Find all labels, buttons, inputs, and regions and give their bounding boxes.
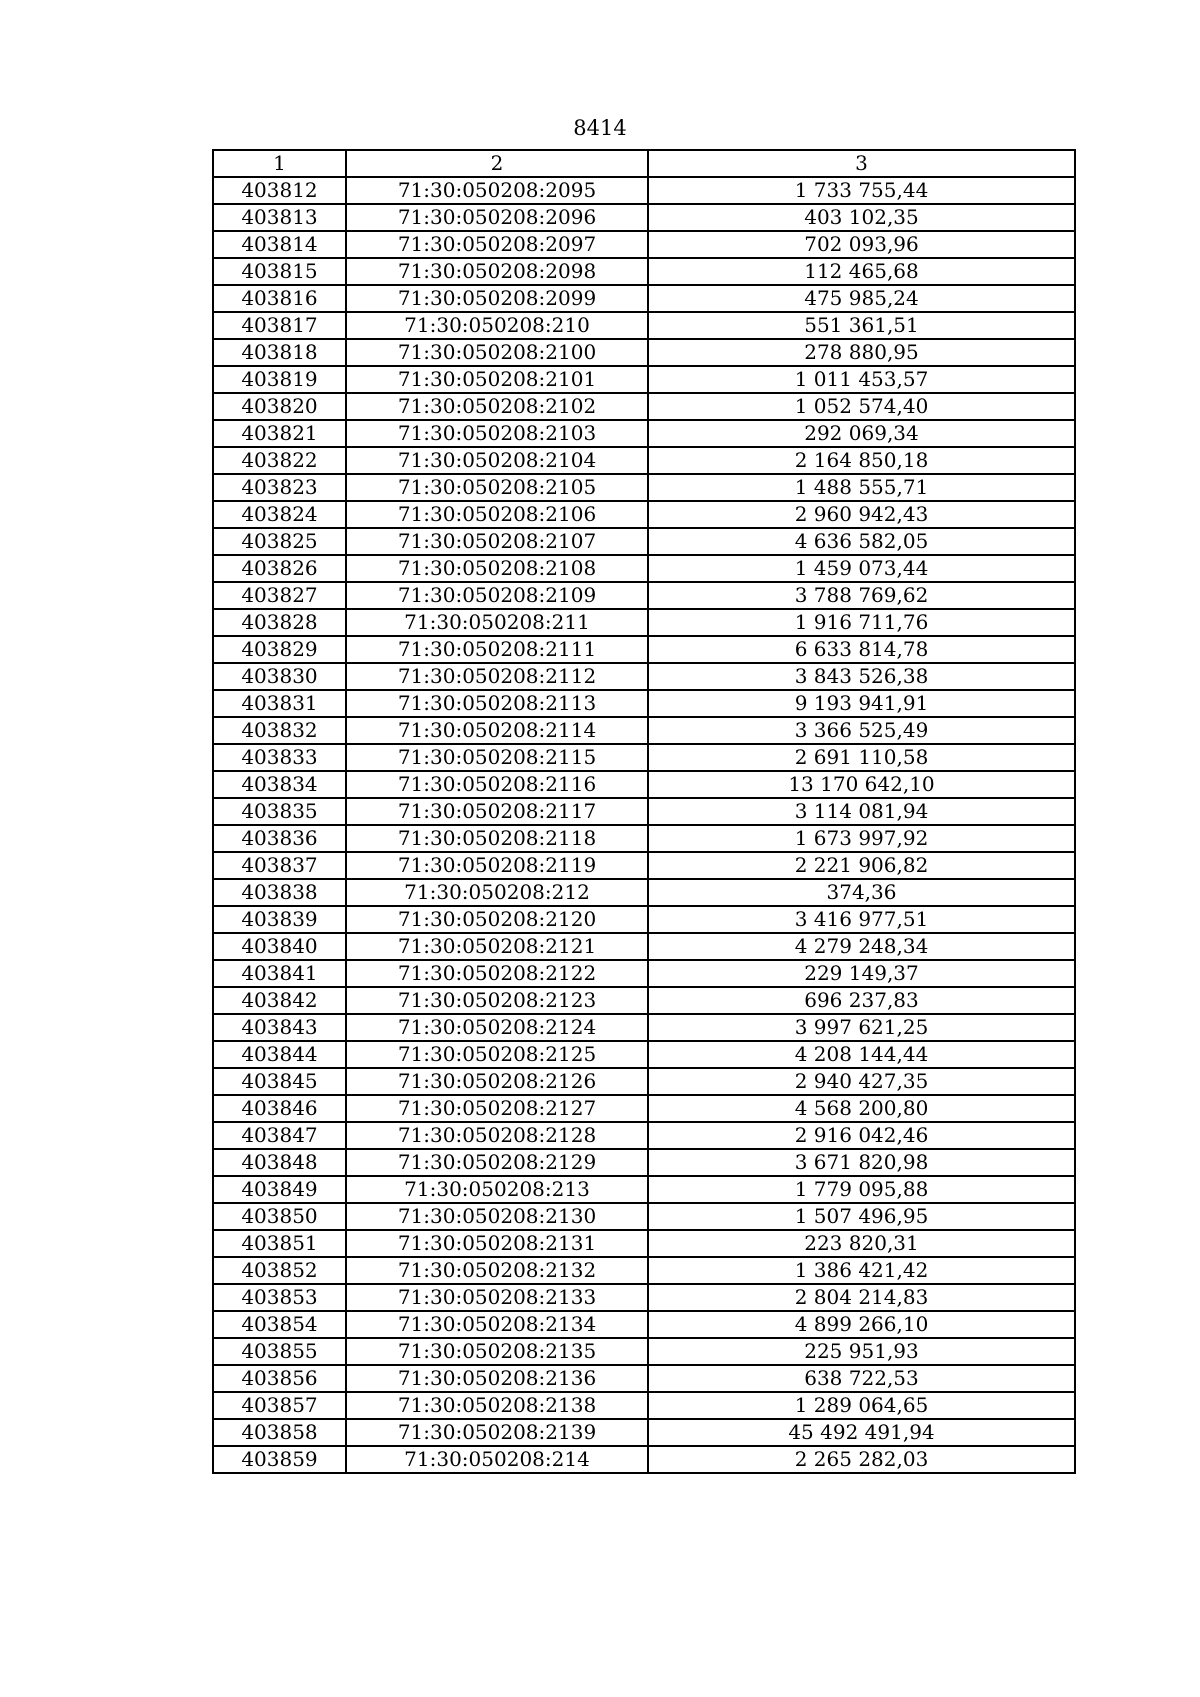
- cadastral-number-cell: 71:30:050208:2098: [346, 258, 648, 285]
- value-cell: 3 366 525,49: [648, 717, 1075, 744]
- row-number-cell: 403858: [213, 1419, 346, 1446]
- value-cell: 2 691 110,58: [648, 744, 1075, 771]
- cadastral-number-cell: 71:30:050208:2120: [346, 906, 648, 933]
- table-row: [213, 474, 1075, 501]
- value-cell: 696 237,83: [648, 987, 1075, 1014]
- cadastral-number-cell: 71:30:050208:2134: [346, 1311, 648, 1338]
- row-number-cell: 403832: [213, 717, 346, 744]
- row-number-cell: 403844: [213, 1041, 346, 1068]
- value-cell: 3 416 977,51: [648, 906, 1075, 933]
- value-cell: 2 960 942,43: [648, 501, 1075, 528]
- row-number-cell: 403859: [213, 1446, 346, 1473]
- value-cell: 4 636 582,05: [648, 528, 1075, 555]
- value-cell: 112 465,68: [648, 258, 1075, 285]
- row-number-cell: 403845: [213, 1068, 346, 1095]
- table-row: [213, 879, 1075, 906]
- table-row: [213, 1041, 1075, 1068]
- value-cell: 1 052 574,40: [648, 393, 1075, 420]
- value-cell: 4 568 200,80: [648, 1095, 1075, 1122]
- row-number-cell: 403849: [213, 1176, 346, 1203]
- value-cell: 6 633 814,78: [648, 636, 1075, 663]
- value-cell: 403 102,35: [648, 204, 1075, 231]
- table-row: [213, 1446, 1075, 1473]
- header-cell-col3: 3: [648, 150, 1075, 177]
- table-row: [213, 1230, 1075, 1257]
- table-row: [213, 258, 1075, 285]
- cadastral-number-cell: 71:30:050208:2139: [346, 1419, 648, 1446]
- value-cell: 2 221 906,82: [648, 852, 1075, 879]
- cadastral-number-cell: 71:30:050208:214: [346, 1446, 648, 1473]
- value-cell: 45 492 491,94: [648, 1419, 1075, 1446]
- value-cell: 1 733 755,44: [648, 177, 1075, 204]
- table-row: [213, 285, 1075, 312]
- row-number-cell: 403826: [213, 555, 346, 582]
- cadastral-number-cell: 71:30:050208:2118: [346, 825, 648, 852]
- table-row: [213, 1311, 1075, 1338]
- cadastral-number-cell: 71:30:050208:2117: [346, 798, 648, 825]
- value-cell: 223 820,31: [648, 1230, 1075, 1257]
- cadastral-number-cell: 71:30:050208:2135: [346, 1338, 648, 1365]
- cadastral-number-cell: 71:30:050208:211: [346, 609, 648, 636]
- cadastral-number-cell: 71:30:050208:2106: [346, 501, 648, 528]
- cadastral-number-cell: 71:30:050208:2111: [346, 636, 648, 663]
- cadastral-number-cell: 71:30:050208:2097: [346, 231, 648, 258]
- row-number-cell: 403827: [213, 582, 346, 609]
- cadastral-number-cell: 71:30:050208:2105: [346, 474, 648, 501]
- table-row: [213, 852, 1075, 879]
- cadastral-number-cell: 71:30:050208:2107: [346, 528, 648, 555]
- value-cell: 2 940 427,35: [648, 1068, 1075, 1095]
- value-cell: 2 804 214,83: [648, 1284, 1075, 1311]
- table-row: [213, 312, 1075, 339]
- value-cell: 3 997 621,25: [648, 1014, 1075, 1041]
- header-row: [213, 150, 1075, 177]
- row-number-cell: 403853: [213, 1284, 346, 1311]
- value-cell: 551 361,51: [648, 312, 1075, 339]
- row-number-cell: 403817: [213, 312, 346, 339]
- row-number-cell: 403851: [213, 1230, 346, 1257]
- cadastral-number-cell: 71:30:050208:2116: [346, 771, 648, 798]
- table-row: [213, 771, 1075, 798]
- row-number-cell: 403812: [213, 177, 346, 204]
- row-number-cell: 403834: [213, 771, 346, 798]
- row-number-cell: 403837: [213, 852, 346, 879]
- header-cell-col1: 1: [213, 150, 346, 177]
- value-cell: 1 507 496,95: [648, 1203, 1075, 1230]
- table-row: [213, 960, 1075, 987]
- cadastral-number-cell: 71:30:050208:2122: [346, 960, 648, 987]
- table-row: [213, 663, 1075, 690]
- table-row: [213, 1338, 1075, 1365]
- table-row: [213, 933, 1075, 960]
- table-header: [213, 150, 1075, 177]
- table-row: [213, 1014, 1075, 1041]
- value-cell: 9 193 941,91: [648, 690, 1075, 717]
- row-number-cell: 403836: [213, 825, 346, 852]
- cadastral-number-cell: 71:30:050208:2102: [346, 393, 648, 420]
- value-cell: 4 208 144,44: [648, 1041, 1075, 1068]
- table-row: [213, 501, 1075, 528]
- cadastral-number-cell: 71:30:050208:2131: [346, 1230, 648, 1257]
- table-row: [213, 906, 1075, 933]
- table-row: [213, 555, 1075, 582]
- row-number-cell: 403850: [213, 1203, 346, 1230]
- value-cell: 638 722,53: [648, 1365, 1075, 1392]
- value-cell: 4 279 248,34: [648, 933, 1075, 960]
- value-cell: 1 011 453,57: [648, 366, 1075, 393]
- value-cell: 229 149,37: [648, 960, 1075, 987]
- cadastral-number-cell: 71:30:050208:2114: [346, 717, 648, 744]
- row-number-cell: 403818: [213, 339, 346, 366]
- cadastral-number-cell: 71:30:050208:2136: [346, 1365, 648, 1392]
- row-number-cell: 403839: [213, 906, 346, 933]
- value-cell: 2 916 042,46: [648, 1122, 1075, 1149]
- table-row: [213, 366, 1075, 393]
- table-row: [213, 177, 1075, 204]
- table-row: [213, 798, 1075, 825]
- cadastral-number-cell: 71:30:050208:2103: [346, 420, 648, 447]
- table-row: [213, 1122, 1075, 1149]
- row-number-cell: 403813: [213, 204, 346, 231]
- cadastral-number-cell: 71:30:050208:213: [346, 1176, 648, 1203]
- row-number-cell: 403852: [213, 1257, 346, 1284]
- value-cell: 1 289 064,65: [648, 1392, 1075, 1419]
- cadastral-number-cell: 71:30:050208:2132: [346, 1257, 648, 1284]
- table-row: [213, 987, 1075, 1014]
- cadastral-number-cell: 71:30:050208:2127: [346, 1095, 648, 1122]
- value-cell: 702 093,96: [648, 231, 1075, 258]
- row-number-cell: 403840: [213, 933, 346, 960]
- cadastral-number-cell: 71:30:050208:2108: [346, 555, 648, 582]
- table-row: [213, 339, 1075, 366]
- table-row: [213, 231, 1075, 258]
- table-row: [213, 1203, 1075, 1230]
- table-row: [213, 1365, 1075, 1392]
- table-row: [213, 1176, 1075, 1203]
- row-number-cell: 403823: [213, 474, 346, 501]
- table-body: [213, 177, 1075, 1473]
- row-number-cell: 403830: [213, 663, 346, 690]
- row-number-cell: 403857: [213, 1392, 346, 1419]
- cadastral-number-cell: 71:30:050208:2123: [346, 987, 648, 1014]
- cadastral-number-cell: 71:30:050208:2121: [346, 933, 648, 960]
- cadastral-number-cell: 71:30:050208:2133: [346, 1284, 648, 1311]
- row-number-cell: 403819: [213, 366, 346, 393]
- cadastral-number-cell: 71:30:050208:2130: [346, 1203, 648, 1230]
- value-cell: 292 069,34: [648, 420, 1075, 447]
- table-row: [213, 1068, 1075, 1095]
- table-row: [213, 1419, 1075, 1446]
- value-cell: 13 170 642,10: [648, 771, 1075, 798]
- table-row: [213, 393, 1075, 420]
- table-row: [213, 717, 1075, 744]
- value-cell: 2 164 850,18: [648, 447, 1075, 474]
- cadastral-number-cell: 71:30:050208:210: [346, 312, 648, 339]
- table-row: [213, 1284, 1075, 1311]
- row-number-cell: 403843: [213, 1014, 346, 1041]
- cadastral-number-cell: 71:30:050208:2109: [346, 582, 648, 609]
- value-cell: 4 899 266,10: [648, 1311, 1075, 1338]
- value-cell: 1 916 711,76: [648, 609, 1075, 636]
- table-row: [213, 1095, 1075, 1122]
- table-row: [213, 636, 1075, 663]
- row-number-cell: 403815: [213, 258, 346, 285]
- row-number-cell: 403829: [213, 636, 346, 663]
- cadastral-number-cell: 71:30:050208:2095: [346, 177, 648, 204]
- cadastral-number-cell: 71:30:050208:212: [346, 879, 648, 906]
- row-number-cell: 403820: [213, 393, 346, 420]
- table-row: [213, 582, 1075, 609]
- cadastral-number-cell: 71:30:050208:2126: [346, 1068, 648, 1095]
- row-number-cell: 403822: [213, 447, 346, 474]
- row-number-cell: 403848: [213, 1149, 346, 1176]
- row-number-cell: 403816: [213, 285, 346, 312]
- cadastral-number-cell: 71:30:050208:2100: [346, 339, 648, 366]
- value-cell: 475 985,24: [648, 285, 1075, 312]
- value-cell: 225 951,93: [648, 1338, 1075, 1365]
- value-cell: 3 788 769,62: [648, 582, 1075, 609]
- cadastral-number-cell: 71:30:050208:2112: [346, 663, 648, 690]
- value-cell: 3 671 820,98: [648, 1149, 1075, 1176]
- row-number-cell: 403856: [213, 1365, 346, 1392]
- table-row: [213, 825, 1075, 852]
- value-cell: 1 488 555,71: [648, 474, 1075, 501]
- table-row: [213, 1392, 1075, 1419]
- row-number-cell: 403831: [213, 690, 346, 717]
- cadastral-number-cell: 71:30:050208:2104: [346, 447, 648, 474]
- cadastral-number-cell: 71:30:050208:2101: [346, 366, 648, 393]
- cadastral-number-cell: 71:30:050208:2099: [346, 285, 648, 312]
- row-number-cell: 403842: [213, 987, 346, 1014]
- row-number-cell: 403854: [213, 1311, 346, 1338]
- cadastral-number-cell: 71:30:050208:2138: [346, 1392, 648, 1419]
- cadastral-number-cell: 71:30:050208:2113: [346, 690, 648, 717]
- cadastral-number-cell: 71:30:050208:2115: [346, 744, 648, 771]
- value-cell: 3 843 526,38: [648, 663, 1075, 690]
- table-row: [213, 528, 1075, 555]
- row-number-cell: 403838: [213, 879, 346, 906]
- value-cell: 1 459 073,44: [648, 555, 1075, 582]
- row-number-cell: 403825: [213, 528, 346, 555]
- row-number-cell: 403847: [213, 1122, 346, 1149]
- row-number-cell: 403814: [213, 231, 346, 258]
- table-row: [213, 744, 1075, 771]
- row-number-cell: 403835: [213, 798, 346, 825]
- value-cell: 1 386 421,42: [648, 1257, 1075, 1284]
- row-number-cell: 403828: [213, 609, 346, 636]
- value-cell: 374,36: [648, 879, 1075, 906]
- table-row: [213, 204, 1075, 231]
- cadastral-number-cell: 71:30:050208:2124: [346, 1014, 648, 1041]
- cadastral-number-cell: 71:30:050208:2129: [346, 1149, 648, 1176]
- table-row: [213, 1257, 1075, 1284]
- header-cell-col2: 2: [346, 150, 648, 177]
- row-number-cell: 403841: [213, 960, 346, 987]
- page-number: 8414: [573, 116, 627, 140]
- row-number-cell: 403855: [213, 1338, 346, 1365]
- cadastral-number-cell: 71:30:050208:2119: [346, 852, 648, 879]
- row-number-cell: 403824: [213, 501, 346, 528]
- value-cell: 2 265 282,03: [648, 1446, 1075, 1473]
- value-cell: 1 779 095,88: [648, 1176, 1075, 1203]
- row-number-cell: 403833: [213, 744, 346, 771]
- row-number-cell: 403821: [213, 420, 346, 447]
- value-cell: 3 114 081,94: [648, 798, 1075, 825]
- data-table: [212, 149, 1076, 1474]
- table-row: [213, 609, 1075, 636]
- table-row: [213, 1149, 1075, 1176]
- table-row: [213, 420, 1075, 447]
- table-row: [213, 690, 1075, 717]
- row-number-cell: 403846: [213, 1095, 346, 1122]
- table-row: [213, 447, 1075, 474]
- value-cell: 278 880,95: [648, 339, 1075, 366]
- value-cell: 1 673 997,92: [648, 825, 1075, 852]
- cadastral-number-cell: 71:30:050208:2128: [346, 1122, 648, 1149]
- cadastral-number-cell: 71:30:050208:2125: [346, 1041, 648, 1068]
- cadastral-number-cell: 71:30:050208:2096: [346, 204, 648, 231]
